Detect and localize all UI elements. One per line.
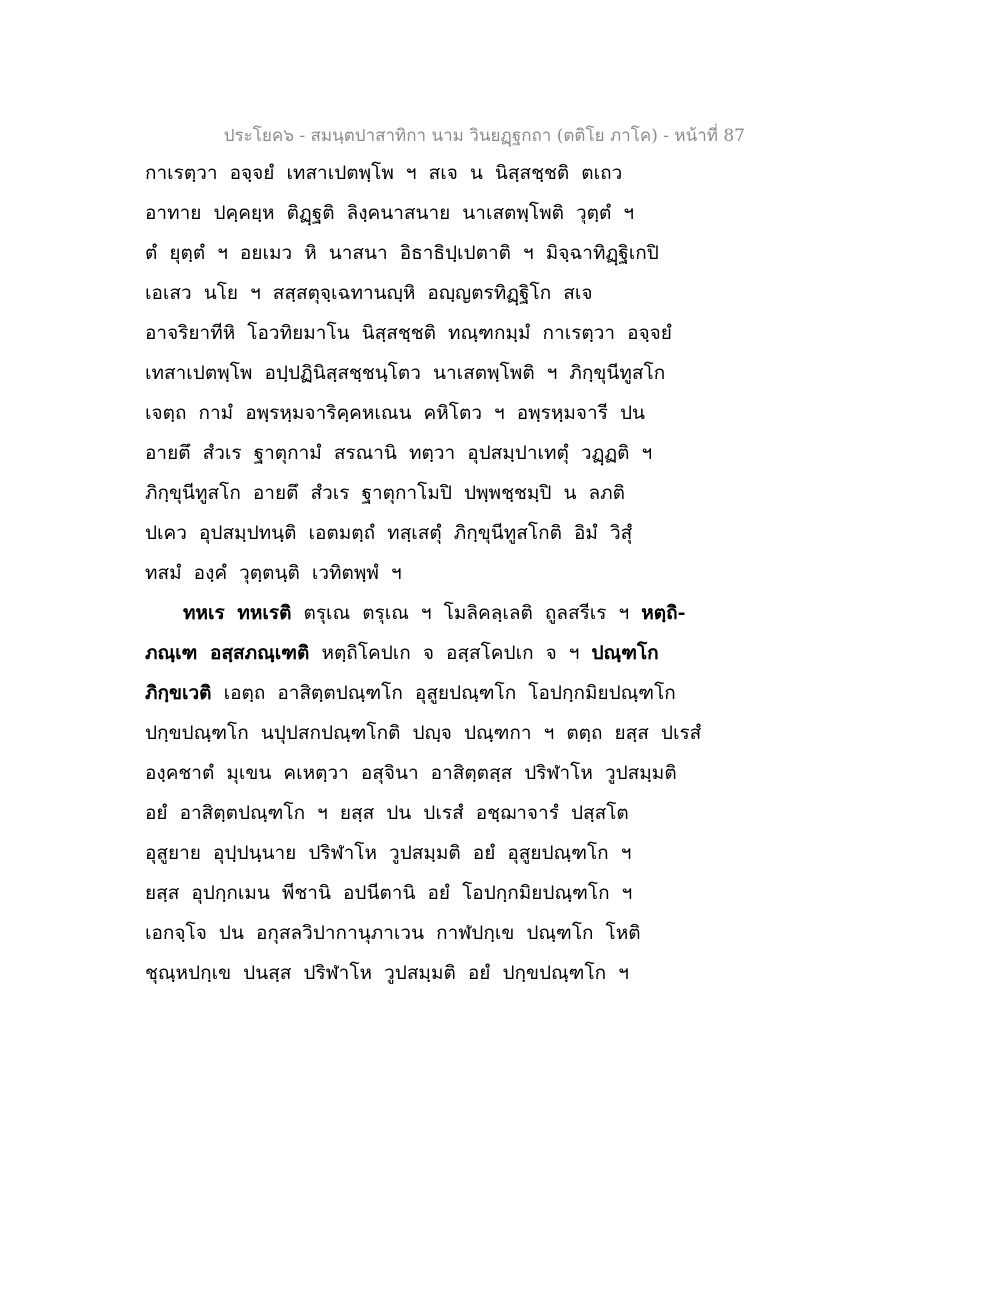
text-segment: เอเสว นโย ฯ สสฺสตุจฺเฉทานญฺหิ อญฺญตรทิฏฺฐิโก สเจ xyxy=(145,282,593,304)
text-line xyxy=(145,240,725,280)
text-segment: กาเรตฺวา อจฺจยํ เทสาเปตพฺโพ ฯ สเจ น นิสฺสชฺชติ ตเถว xyxy=(145,162,623,184)
page-header: ประโยค๖ - สมนฺตปาสาทิกา นาม วินยฏฺฐกถา (ตติโย ภาโค) - หน้าที่ 87 xyxy=(223,126,745,146)
text-line xyxy=(145,880,725,920)
text-line xyxy=(145,960,725,1000)
text-line xyxy=(145,600,725,640)
text-segment: องฺคชาตํ มุเขน คเหตฺวา อสุจินา อาสิตฺตสฺส ปริฬาโห วูปสมฺมติ xyxy=(145,762,677,784)
bold-term: ทหเร ทหเรติ xyxy=(183,602,292,624)
bold-term: หตฺถิ- xyxy=(641,602,686,624)
body-text xyxy=(145,160,725,1000)
text-segment: ทสมํ องฺคํ วุตฺตนฺติ เวทิตพฺพํ ฯ xyxy=(145,562,402,584)
text-segment: ปเคว อุปสมฺปทนฺติ เอตมตฺถํ ทสฺเสตุํ ภิกฺขุนีทูสโกติ อิมํ วิสุํ xyxy=(145,522,633,544)
text-segment: ตํ ยุตฺตํ ฯ อยเมว หิ นาสนา อิธาธิปฺเปตาติ ฯ มิจฺฉาทิฏฺฐิเกปิ xyxy=(145,242,659,264)
bold-term: ภณฺเฑ อสฺสภณฺเฑติ xyxy=(145,642,310,664)
text-line xyxy=(145,440,725,480)
text-line xyxy=(145,760,725,800)
text-segment: อาทาย ปคฺคยฺห ติฏฺฐติ ลิงฺคนาสนาย นาเสตพฺโพติ วุตฺตํ ฯ xyxy=(145,202,635,224)
text-segment: ภิกฺขุนีทูสโก อายตึ สํวเร ฐาตุกาโมปิ ปพฺพชฺชมฺปิ น ลภติ xyxy=(145,482,626,504)
text-segment: เจตฺถ กามํ อพฺรหฺมจาริคฺคหเณน คหิโตว ฯ อพฺรหฺมจารี ปน xyxy=(145,402,646,424)
text-segment: อาจริยาทีหิ โอวทิยมาโน นิสฺสชฺชติ ทณฺฑกมฺมํ กาเรตฺวา อจฺจยํ xyxy=(145,322,672,344)
text-line xyxy=(145,640,725,680)
text-segment: ยสฺส อุปกฺกเมน พีชานิ อปนีตานิ อยํ โอปกฺกมิยปณฺฑโก ฯ xyxy=(145,882,633,904)
text-segment: ชุณฺหปกฺเข ปนสฺส ปริฬาโห วูปสมฺมติ อยํ ปกฺขปณฺฑโก ฯ xyxy=(145,962,629,984)
text-segment: อยํ อาสิตฺตปณฺฑโก ฯ ยสฺส ปน ปเรสํ อชฺฌาจารํ ปสฺสโต xyxy=(145,802,629,824)
text-segment: อายตึ สํวเร ฐาตุกามํ สรณานิ ทตฺวา อุปสมฺปาเทตุํ วฏฺฏติ ฯ xyxy=(145,442,653,464)
text-segment: เทสาเปตพฺโพ อปฺปฏินิสฺสชฺชนฺโตว นาเสตพฺโพติ ฯ ภิกฺขุนีทูสโก xyxy=(145,362,666,384)
text-line xyxy=(145,840,725,880)
text-line xyxy=(145,200,725,240)
bold-term: ปณฺฑโก xyxy=(591,642,659,664)
text-line xyxy=(145,360,725,400)
text-line xyxy=(145,560,725,600)
text-line xyxy=(145,680,725,720)
text-line xyxy=(145,800,725,840)
text-line xyxy=(145,320,725,360)
text-segment: เอตฺถ อาสิตฺตปณฺฑโก อุสูยปณฺฑโก โอปกฺกมิยปณฺฑโก xyxy=(211,682,676,704)
text-line xyxy=(145,920,725,960)
text-line xyxy=(145,720,725,760)
text-line xyxy=(145,280,725,320)
text-line xyxy=(145,400,725,440)
text-segment: หตฺถิโคปเก จ อสฺสโคปเก จ ฯ xyxy=(309,642,592,664)
text-segment: อุสูยาย อุปฺปนฺนาย ปริฬาโห วูปสมฺมติ อยํ อุสูยปณฺฑโก ฯ xyxy=(145,842,632,864)
bold-term: ภิกฺขเวติ xyxy=(145,682,212,704)
text-segment: ตรุเณ ตรุเณ ฯ โมลิคลฺเลติ ถูลสรีเร ฯ xyxy=(291,602,642,624)
text-segment: ปกฺขปณฺฑโก นปุปสกปณฺฑโกติ ปญฺจ ปณฺฑกา ฯ ตตฺถ ยสฺส ปเรสํ xyxy=(145,722,702,744)
text-line xyxy=(145,520,725,560)
text-segment: เอกจฺโจ ปน อกุสลวิปากานุภาเวน กาฬปกฺเข ปณฺฑโก โหติ xyxy=(145,922,641,944)
text-line xyxy=(145,160,725,200)
text-line xyxy=(145,480,725,520)
